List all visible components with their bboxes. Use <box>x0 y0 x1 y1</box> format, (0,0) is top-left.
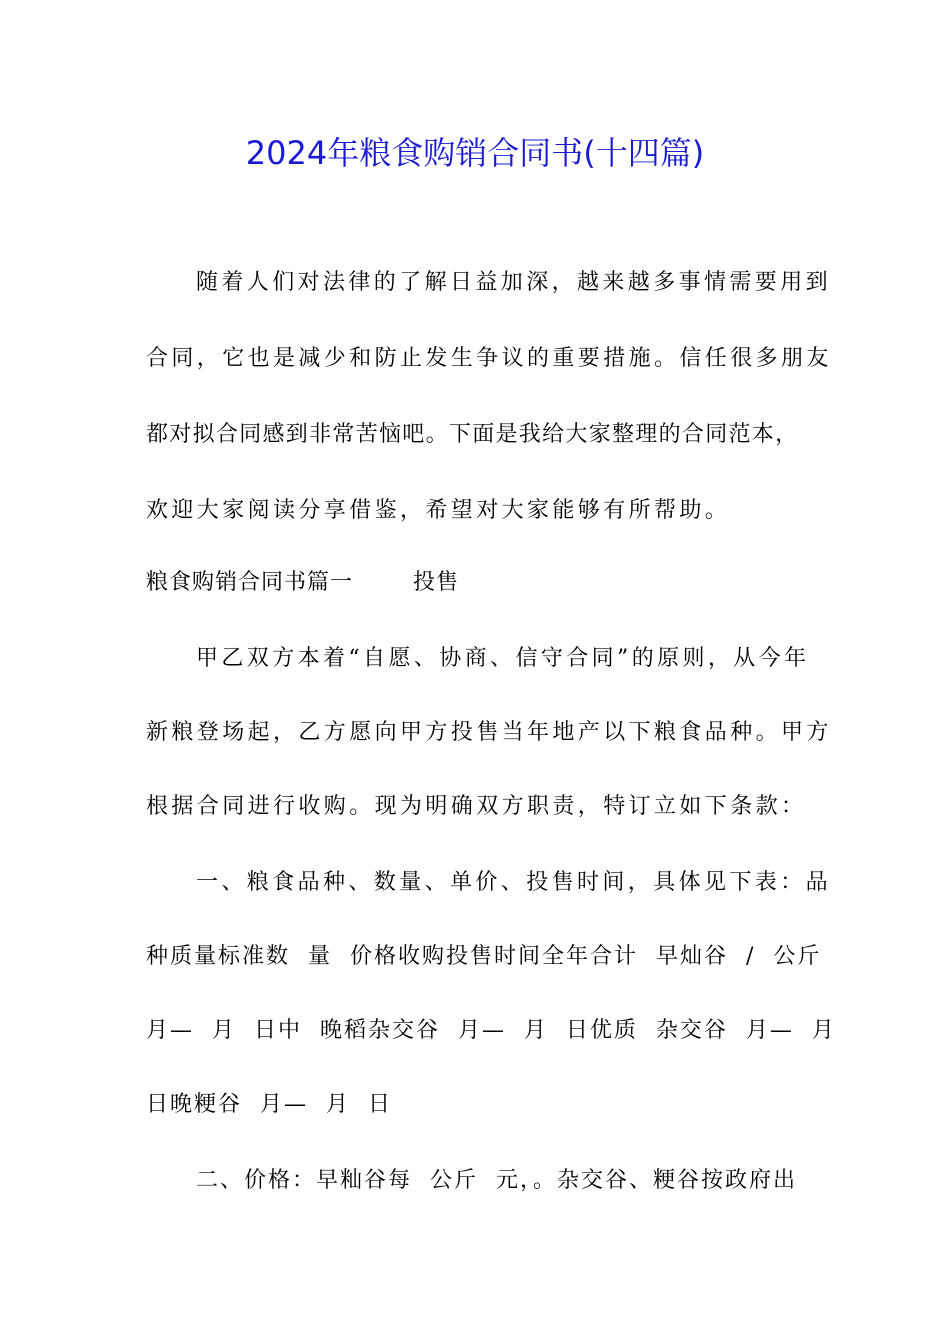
paragraph-line: 根据合同进行收购。现为明确双方职责，特订立如下条款： <box>146 794 807 819</box>
intro-line: 都对拟合同感到非常苦恼吧。下面是我给大家整理的合同范本， <box>146 422 799 447</box>
paragraph-line: 日晚粳谷 月— 月 日 <box>146 1092 392 1117</box>
paragraph-line: 月— 月 日中 晚稻杂交谷 月— 月 日优质 杂交谷 月— 月 <box>146 1018 836 1043</box>
section-heading-subtitle: 投售 <box>413 570 460 595</box>
paragraph-line: 甲乙双方本着“自愿、协商、信守合同”的原则，从今年 <box>196 646 810 671</box>
section-heading <box>146 568 459 598</box>
intro-line: 随着人们对法律的了解日益加深，越来越多事情需要用到 <box>196 270 832 295</box>
paragraph-line: 新粮登场起，乙方愿向甲方投售当年地产以下粮食品种。甲方 <box>146 720 832 745</box>
paragraph-line: 二、价格：早籼谷每 公斤 元，。杂交谷、粳谷按政府出 <box>196 1168 797 1193</box>
document-title: 2024年粮食购销合同书(十四篇) <box>245 134 705 172</box>
intro-line: 欢迎大家阅读分享借鉴，希望对大家能够有所帮助。 <box>146 498 731 523</box>
paragraph-line: 一、粮食品种、数量、单价、投售时间，具体见下表：品 <box>196 870 832 895</box>
section-heading-title: 粮食购销合同书篇一 <box>146 570 354 595</box>
paragraph-line: 种质量标准数 量 价格收购投售时间全年合计 早灿谷 / 公斤 <box>146 944 822 969</box>
intro-line: 合同，它也是减少和防止发生争议的重要措施。信任很多朋友 <box>146 346 832 371</box>
